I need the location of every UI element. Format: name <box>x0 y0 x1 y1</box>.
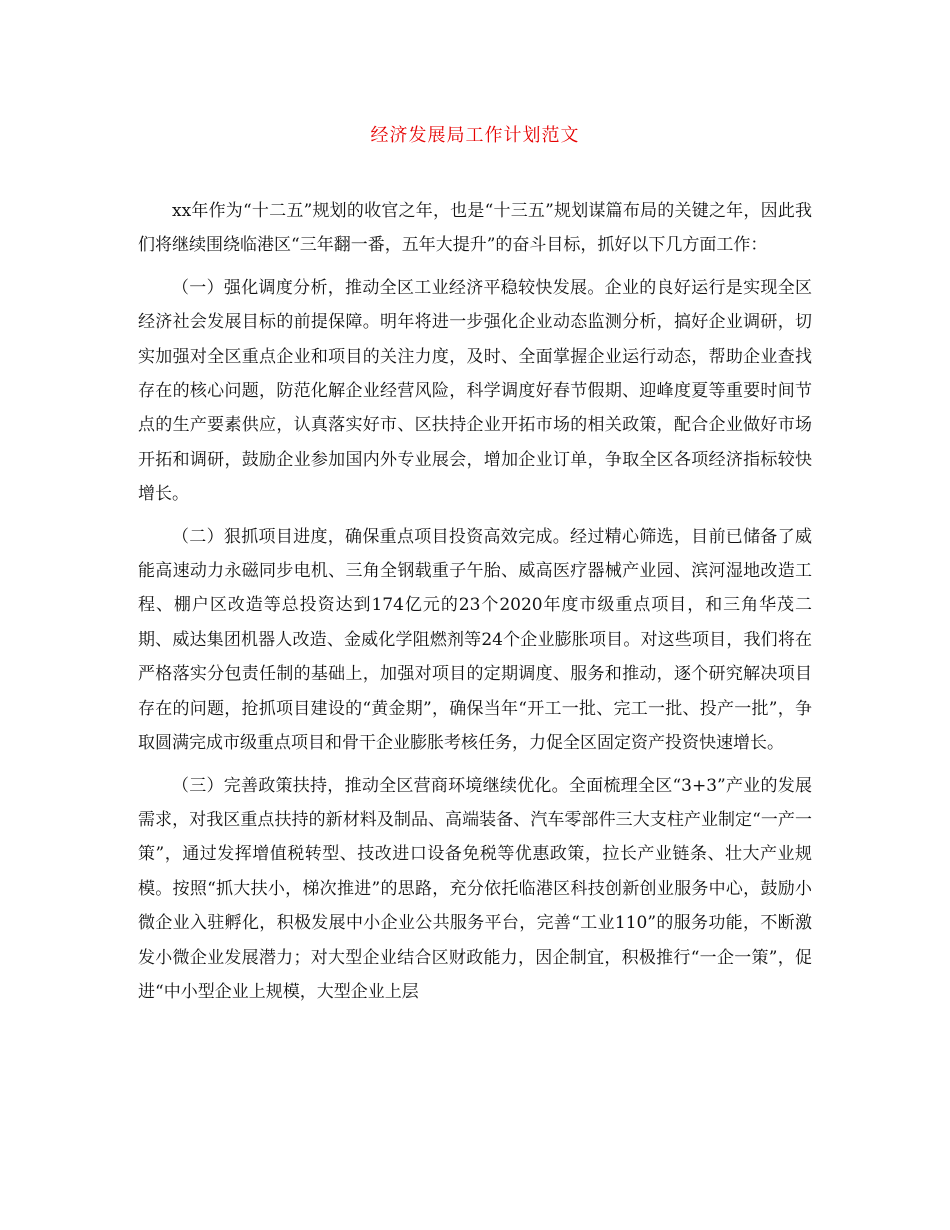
paragraph-section-3: （三）完善政策扶持，推动全区营商环境继续优化。全面梳理全区“3+3”产业的发展需求，对我区重点扶持的新材料及制品、高端装备、汽车零部件三大支柱产业制定“一产一策”，通过发挥增值税转型、技改进口设备免税等优惠政策，拉长产业链条、壮大产业规模。按照“抓大扶小，梯次推进”的思路，充分依托临港区科技创新创业服务中心，鼓励小微企业入驻孵化，积极发展中小企业公共服务平台，完善“工业110”的服务功能，不断激发小微企业发展潜力；对大型企业结合区财政能力，因企制宜，积极推行“一企一策”，促进“中小型企业上规模，大型企业上层 <box>138 775 812 1002</box>
document-body <box>138 194 812 1009</box>
paragraph-section-2: （二）狠抓项目进度，确保重点项目投资高效完成。经过精心筛选，目前已储备了威能高速动力永磁同步电机、三角全钢载重子午胎、威高医疗器械产业园、滨河湿地改造工程、棚户区改造等总投资达到174亿元的23个2020年度市级重点项目，和三角华茂二期、威达集团机器人改造、金威化学阻燃剂等24个企业膨胀项目。对这些项目，我们将在严格落实分包责任制的基础上，加强对项目的定期调度、服务和推动，逐个研究解决项目存在的问题，抢抓项目建设的“黄金期”，确保当年“开工一批、完工一批、投产一批”，争取圆满完成市级重点项目和骨干企业膨胀考核任务，力促全区固定资产投资快速增长。 <box>138 526 812 754</box>
paragraph-section-1: （一）强化调度分析，推动全区工业经济平稳较快发展。企业的良好运行是实现全区经济社会发展目标的前提保障。明年将进一步强化企业动态监测分析，搞好企业调研，切实加强对全区重点企业和项目的关注力度，及时、全面掌握企业运行动态，帮助企业查找存在的核心问题，防范化解企业经营风险，科学调度好春节假期、迎峰度夏等重要时间节点的生产要素供应，认真落实好市、区扶持企业开拓市场的相关政策，配合企业做好市场开拓和调研，鼓励企业参加国内外专业展会，增加企业订单，争取全区各项经济指标较快增长。 <box>138 277 812 505</box>
document-title: 经济发展局工作计划范文 <box>370 125 580 146</box>
paragraph-intro: xx年作为“十二五”规划的收官之年，也是“十三五”规划谋篇布局的关键之年，因此我们将继续围绕临港区“三年翻一番，五年大提升”的奋斗目标，抓好以下几方面工作： <box>138 201 812 256</box>
